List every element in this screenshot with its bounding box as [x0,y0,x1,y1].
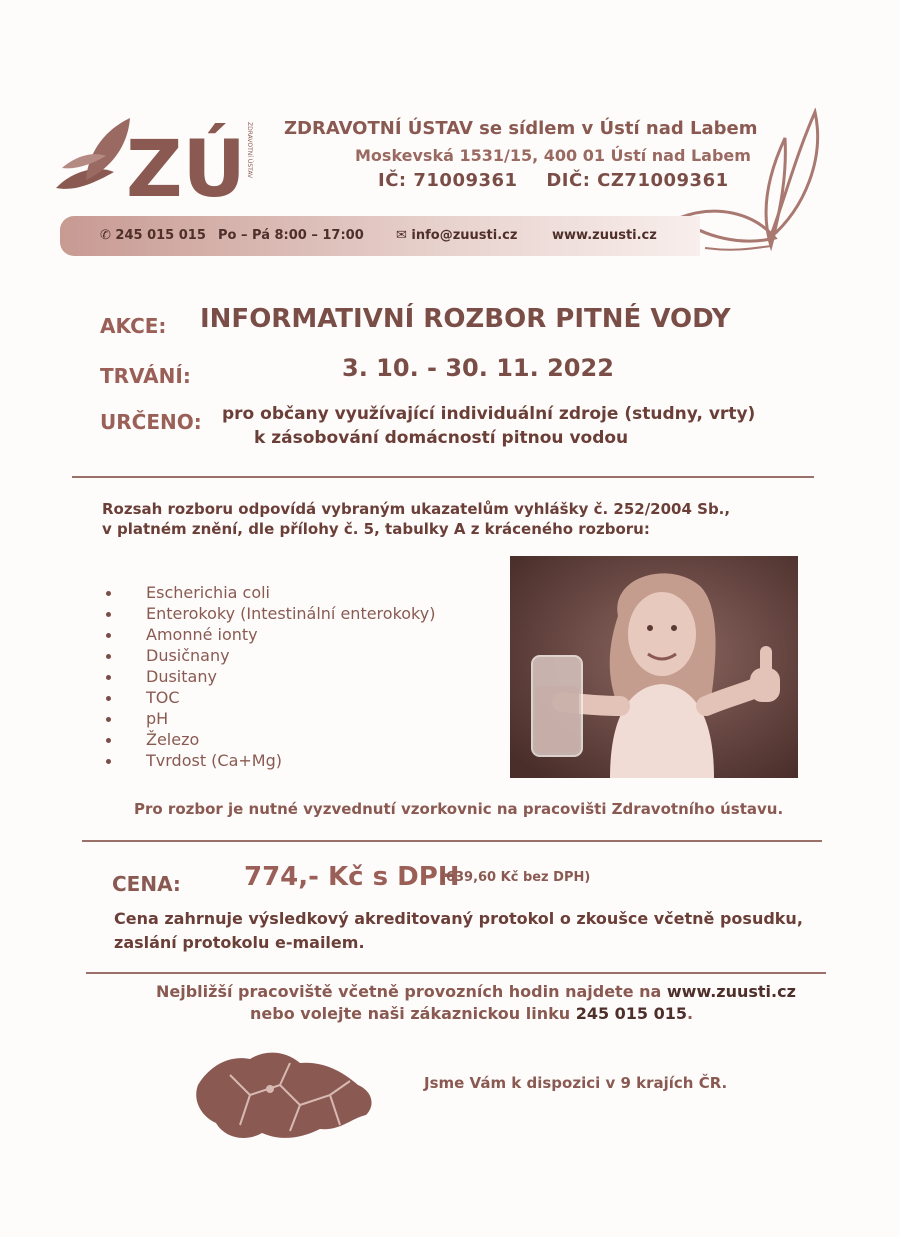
girl-with-water-photo [510,556,798,778]
divider-3 [86,972,826,974]
trvani-dates: 3. 10. - 30. 11. 2022 [342,354,614,382]
zu-logo [48,110,258,210]
divider-1 [72,476,814,478]
footer-website-link[interactable]: www.zuusti.cz [666,982,796,1001]
list-item: TOC [146,688,435,709]
regions-note: Jsme Vám k dispozici v 9 krajích ČR. [424,1074,728,1092]
list-item: Železo [146,730,435,751]
sample-note: Pro rozbor je nutné vyzvednutí vzorkovnic na pracovišti Zdravotního ústavu. [134,800,784,818]
parameter-list [146,583,435,772]
contact-email: ✉ info@zuusti.cz [396,228,518,243]
scope-line-1: Rozsah rozboru odpovídá vybraným ukazatelům vyhlášky č. 252/2004 Sb., [102,500,731,518]
price-value: 774,- Kč s DPH [244,862,460,892]
ic-number: IČ: 71009361 [378,170,518,191]
footer-line-1: Nejbližší pracoviště včetně provozních hodin najdete na www.zuusti.cz [156,982,796,1001]
organization-name: ZDRAVOTNÍ ÚSTAV se sídlem v Ústí nad Labem [284,118,758,139]
akce-title: INFORMATIVNÍ ROZBOR PITNÉ VODY [200,304,731,334]
price-desc-line-1: Cena zahrnuje výsledkový akreditovaný protokol o zkoušce včetně posudku, [114,909,803,928]
svg-text:ZÚ: ZÚ [126,125,246,210]
contact-hours: Po – Pá 8:00 – 17:00 [218,228,364,243]
price-without-vat: (639,60 Kč bez DPH) [440,870,591,885]
footer-line-2: nebo volejte naši zákaznickou linku 245 015 015. [250,1004,694,1023]
scope-line-2: v platném znění, dle přílohy č. 5, tabulky A z kráceného rozboru: [102,520,650,538]
urceno-label: URČENO: [100,410,202,434]
list-item: pH [146,709,435,730]
urceno-line-2: k zásobování domácností pitnou vodou [254,428,629,448]
list-item: Escherichia coli [146,583,435,604]
contact-phone: ✆ 245 015 015 [100,228,206,243]
list-item: Amonné ionty [146,625,435,646]
price-desc-line-2: zaslání protokolu e-mailem. [114,933,365,952]
akce-label: AKCE: [100,314,167,338]
contact-website: www.zuusti.cz [552,228,657,243]
price-label: CENA: [112,872,181,896]
urceno-line-1: pro občany využívající individuální zdroje (studny, vrty) [222,404,756,424]
divider-2 [82,840,822,842]
czech-map-icon [190,1045,380,1145]
dic-number: DIČ: CZ71009361 [546,170,729,191]
footer-phone: 245 015 015 [575,1004,688,1023]
list-item: Tvrdost (Ca+Mg) [146,751,435,772]
list-item: Dusitany [146,667,435,688]
list-item: Enterokoky (Intestinální enterokoky) [146,604,435,625]
svg-text:ZDRAVOTNÍ ÚSTAV: ZDRAVOTNÍ ÚSTAV [246,122,253,179]
list-item: Dusičnany [146,646,435,667]
trvani-label: TRVÁNÍ: [100,364,191,388]
organization-address: Moskevská 1531/15, 400 01 Ústí nad Labem [355,146,751,165]
